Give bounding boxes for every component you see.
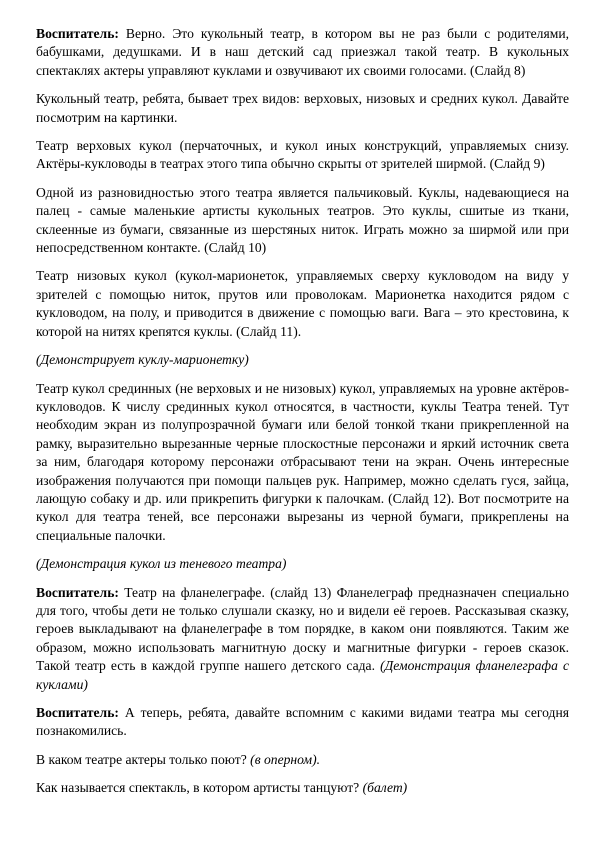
paragraph-text: Верно. Это кукольный театр, в котором вы не раз были с родителями, бабушками, дедушками. И в наш детский сад приезжал такой театр. В кукольных спектаклях актеры управляют куклами и озвучивают их своими голосами. (Слайд 8) [36,26,569,78]
paragraph-5 [36,267,569,341]
paragraph-text: Одной из разновидностью этого театра является пальчиковый. Куклы, надевающиеся на палец - самые маленькие артисты кукольных театров. Это куклы, сшитые из ткани, склеенные из бумаги, связанные из шерстяных ниток. Играть можно за ширмой или при непосредственном контакте. (Слайд 10) [36,184,569,256]
paragraph-text: Театр верховых кукол (перчаточных, и кукол иных конструкций, управляемых снизу. Актёры-кукловоды в театрах этого типа обычно скрыты от зрителей ширмой. (Слайд 9) [36,138,569,172]
paragraph-3 [36,137,569,174]
paragraph-text: Кукольный театр, ребята, бывает трех видов: верховых, низовых и средних кукол. Давайте посмотрим на картинки. [36,91,569,125]
speaker-label: Воспитатель: [36,705,119,720]
question-text: В каком театре актеры только поют? [36,751,247,767]
question-1 [36,751,569,769]
paragraph-1 [36,25,569,80]
stage-direction-inline: (Демонстрация фланелеграфа с куклами) [36,658,569,692]
paragraph-text: Театр кукол срединных (не верховых и не низовых) кукол, управляемых на уровне актёров-кукловодов. К числу срединных кукол относятся, в частности, куклы Театра теней. Тут необходим экран из полупрозрачной бумаги или белой тонкой ткани прикрепленной на рамку, выразительно вырезанные черные плоскостные персонажи и яркий источник света за ним, благодаря которому персонажи отбрасывают тени на экран. Очень интересные изображения получаются при помощи пальцев рук. Например, можно сделать гуся, зайца, лающую собаку и др. или прикрепить фигурки к палочкам. (Слайд 12). Вот посмотрите на кукол для театра теней, все персонажи вырезаны из черной бумаги, прикреплены на специальные палочки. [36,380,569,543]
paragraph-text: Театр низовых кукол (кукол-марионеток, управляемых сверху кукловодом на виду у зрителей с помощью ниток, прутов или проволокам. Марионетка находится рядом с кукловодом, на полу, и приводится в движение с помощью ваги. Вага – это крестовина, к которой на нитях крепятся куклы. (Слайд 11). [36,268,569,339]
paragraph-text: А теперь, ребята, давайте вспомним с какими видами театра мы сегодня познакомились. [36,705,569,739]
paragraph-10 [36,704,569,741]
speaker-label: Воспитатель: [36,26,119,41]
paragraph-4 [36,184,569,258]
answer-text: (балет) [359,780,408,796]
question-text: Как называется спектакль, в котором артисты танцуют? [36,780,360,796]
paragraph-7 [36,380,569,546]
stage-direction-text: (Демонстрация кукол из теневого театра) [36,556,287,572]
answer-text: (в оперном). [246,751,321,767]
paragraph-2 [36,90,569,127]
speaker-label: Воспитатель: [36,584,119,600]
stage-direction-text: (Демонстрирует куклу-марионетку) [36,352,249,368]
paragraph-9 [36,584,569,694]
stage-direction-2 [36,555,569,573]
question-2 [36,779,569,797]
stage-direction-1 [36,351,569,369]
paragraph-text: Театр на фланелеграфе. (слайд 13) Фланелеграф предназначен специально для того, чтобы дети не только слушали сказку, но и видели её героев. Рассказывая сказку, героев выкладывают на фланелеграфе в том порядке, в каком они появляются. Таким же образом, можно использовать магнитную доску и магнитные фигурки - героев сказок. Такой театр есть в каждой группе нашего детского сада. [36,584,569,674]
